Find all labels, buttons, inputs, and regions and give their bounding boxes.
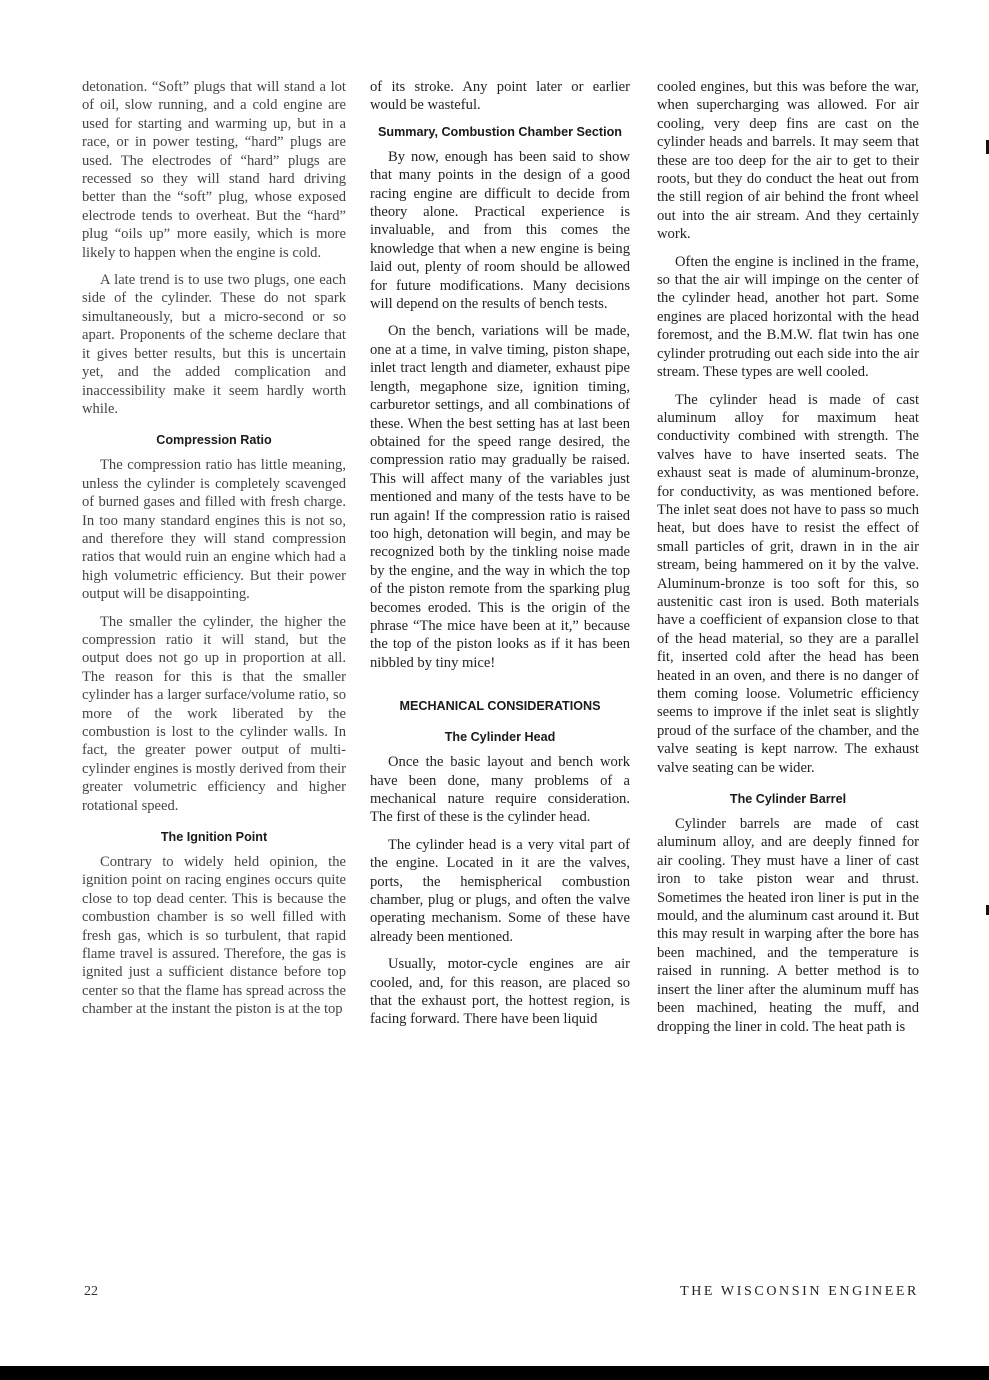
paragraph: The compression ratio has little meaning, unless the cylinder is completely scavenged of burned gases and filled with fresh charge. In too many standard engines this is not so, and therefore they will stand compression ratios that would ruin an engine which had a high volumetric efficiency. But their power output will be disappointing. [82, 457, 346, 603]
section-heading-mechanical-considerations: MECHANICAL CONSIDERATIONS [399, 699, 601, 714]
page-number: 22 [84, 1284, 98, 1299]
paragraph: Usually, motor-cycle engines are air cooled, and, for this reason, are placed so that the exhaust port, the hottest region, is facing forward. There have been liquid [370, 956, 630, 1028]
paragraph: By now, enough has been said to show that many points in the design of a good racing engine are difficult to decide from theory alone. Practical experience is invaluable, and from this comes the knowledge that when a new engine is being laid out, plenty of room should be allowed for future modifications. Many decisions will depend on the results of bench tests. [370, 148, 630, 313]
paragraph: Cylinder barrels are made of cast aluminum alloy, and are deeply finned for air cooling. They must have a liner of cast iron to take piston wear and thrust. Sometimes the heated iron liner is put in the mould, and the aluminum cast around it. But this may result in warping after the bore has been machined, and the temperature is raised in running. A better method is to insert the liner after the aluminum muff has been machined, heating the muff, and dropping the liner in cold. The heat path is [657, 816, 919, 1035]
paragraph: The cylinder head is a very vital part of the engine. Located in it are the valves, ports, the hemispherical combustion chamber, plug or plugs, and often the valve operating mechanism. Some of these have already been mentioned. [370, 836, 630, 945]
paragraph: detonation. “Soft” plugs that will stand a lot of oil, slow running, and a cold engine are used for starting and warming up, but in a race, or in power testing, “hard” plugs are used. The electrodes of “hard” plugs are recessed so they will stand hard driving better than the “soft” plug, whose exposed electrode tends to overheat. But the “hard” plug “oils up” more easily, which is more likely to happen when the engine is cold. [82, 79, 346, 261]
column-2 [370, 78, 630, 1038]
paragraph: Contrary to widely held opinion, the ignition point on racing engines occurs quite close to top dead center. This is because the combustion chamber is so well filled with fresh gas, which is so turbulent, that rapid flame travel is assured. Therefore, the gas is ignited just a sufficient distance before top center so that the flame has spread across the chamber at the instant the piston is at the top [82, 854, 346, 1018]
scan-bottom-border [0, 1366, 989, 1380]
section-heading-cylinder-barrel: The Cylinder Barrel [729, 792, 847, 807]
paragraph: A late trend is to use two plugs, one each side of the cylinder. These do not spark simultaneously, but a micro-second or so apart. Proponents of the scheme declare that it gives better results, but this is uncertain yet, and the added complication and inaccessibility make it seem hardly worth while. [82, 272, 346, 417]
publication-title: THE WISCONSIN ENGINEER [680, 1284, 919, 1299]
paragraph: cooled engines, but this was before the war, when supercharging was allowed. For air cooling, very deep fins are cast on the cylinder heads and barrels. It may seem that these are too deep for the air to get to their roots, but they do conduct the heat out from the still region of air behind the front wheel out into the air stream. And they certainly work. [657, 79, 919, 243]
section-heading-ignition-point: The Ignition Point [160, 830, 268, 845]
paragraph: The smaller the cylinder, the higher the compression ratio it will stand, but the output does not go up in proportion at all. The reason for this is that the smaller cylinder has a larger surface/volume ratio, so more of the work liberated by the combustion is lost to the cylinder walls. In fact, the greater power output of multi-cylinder engines is mostly derived from their greater volumetric efficiency and higher rotational speed. [82, 613, 346, 814]
paragraph: Often the engine is inclined in the frame, so that the air will impinge on the center of the cylinder head, another hot part. Some engines are placed horizontal with the head foremost, and the B.M.W. flat twin has one cylinder protruding out each side into the air stream. These types are well cooled. [657, 253, 919, 381]
section-heading-compression-ratio: Compression Ratio [156, 433, 272, 448]
column-1 [82, 78, 346, 1028]
column-3 [657, 78, 919, 1045]
section-heading-summary: Summary, Combustion Chamber Section [378, 124, 622, 139]
paragraph: The cylinder head is made of cast aluminum alloy for maximum heat conductivity combined with strength. The valves have to have inserted seats. The exhaust seat is made of aluminum-bronze, for conductivity, as was mentioned before. The inlet seat does not have to pass so much heat, but does have to resist the effect of small particles of grit, drawn in in the air stream, being hammered on it by the valve. Aluminum-bronze is too soft for this, so austenitic cast iron is used. Both materials have a coefficient of expansion close to that of the head material, so they are a parallel fit, inserted cold after the head has been heated in an oven, and there is no danger of them coming loose. Volumetric efficiency seems to improve if the inlet seat is slightly proud of the surface of the chamber, and the valve seating is kept narrow. The exhaust valve seating can be wider. [657, 391, 919, 776]
paragraph: of its stroke. Any point later or earlier would be wasteful. [370, 79, 630, 114]
paragraph: On the bench, variations will be made, one at a time, in valve timing, piston shape, inlet tract length and diameter, exhaust pipe length, megaphone size, ignition timing, carburetor settings, and all combinations of these. When the best setting has at last been obtained for the speed range desired, the compression ratio may gradually be raised. This will affect many of the variables just mentioned and many of the tests have to be run again! If the compression ratio is raised too high, detonation will begin, and may be recognized both by the tinkling noise made by the engine, and the way in which the top of the piston remote from the sparking plug becomes eroded. This is the origin of the phrase “The mice have been at it,” because the top of the piston looks as if it has been nibbled by tiny mice! [370, 323, 630, 671]
section-heading-cylinder-head: The Cylinder Head [444, 730, 556, 745]
paragraph: Once the basic layout and bench work have been done, many problems of a mechanical nature require consideration. The first of these is the cylinder head. [370, 754, 630, 826]
